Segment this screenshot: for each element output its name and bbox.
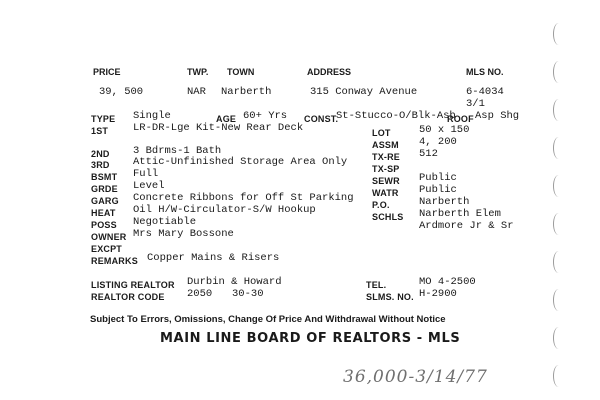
binder-hole [553,327,564,349]
tax-sp-label: TX-SP [372,164,400,174]
sewer-label: SEWR [372,176,400,186]
type-label: TYPE [91,114,116,124]
binder-hole [553,61,564,83]
address-label: ADDRESS [307,67,352,77]
age-value: 60+ Yrs [243,110,288,122]
second-floor-value: 3 Bdrms-1 Bath [133,145,222,157]
garage-label: GARG [91,196,119,206]
basement-value: Full [133,168,159,180]
schools-label: SCHLS [372,212,404,222]
third-floor-value: Attic-Unfinished Storage Area Only [133,156,348,168]
salesman-number-value: H-2900 [419,288,457,300]
water-value: Public [419,184,457,196]
salesman-number-label: SLMS. NO. [366,292,414,302]
mls-label: MLS NO. [466,67,504,77]
twp-label: TWP. [187,67,209,77]
const-label: CONST. [304,114,339,124]
assessment-label: ASSM [372,140,399,150]
binder-hole [553,137,564,159]
tel-label: TEL. [366,280,387,290]
sewer-value: Public [419,172,457,184]
binder-hole [553,251,564,273]
post-office-label: P.O. [372,200,390,210]
first-floor-label: 1ST [91,126,109,136]
assessment-value: 4, 200 [419,136,457,148]
binder-hole [553,289,564,311]
address-value: 315 Conway Avenue [310,86,418,98]
water-label: WATR [372,188,399,198]
binder-hole [553,23,564,45]
remarks-label: REMARKS [91,256,138,266]
remarks-value: Copper Mains & Risers [147,252,280,264]
binder-hole [553,99,564,121]
exception-label: EXCPT [91,244,123,254]
binder-hole [553,175,564,197]
handwritten-note: 36,000-3/14/77 [343,367,488,387]
basement-label: BSMT [91,172,118,182]
third-floor-label: 3RD [91,160,110,170]
lot-value: 50 x 150 [419,124,470,136]
tel-value: MO 4-2500 [419,276,476,288]
schools-value-2: Ardmore Jr & Sr [419,220,514,232]
price-label: PRICE [93,67,121,77]
binder-hole [553,213,564,235]
tax-re-value: 512 [419,148,438,160]
heat-value: Oil H/W-Circulator-S/W Hookup [133,204,316,216]
second-floor-label: 2ND [91,149,110,159]
roof-label: ROOF [447,114,474,124]
board-name: MAIN LINE BOARD OF REALTORS - MLS [160,331,461,346]
heat-label: HEAT [91,208,116,218]
lot-label: LOT [372,128,391,138]
post-office-value: Narberth [419,196,470,208]
const-value: St-Stucco-O/Blk-Asb [336,110,456,122]
grade-label: GRDE [91,184,118,194]
possession-label: POSS [91,220,117,230]
realtor-code-label: REALTOR CODE [91,292,165,302]
tax-re-label: TX-RE [372,152,400,162]
mls-number: 6-4034 [466,86,504,98]
listing-realtor-label: LISTING REALTOR [91,280,175,290]
schools-value-1: Narberth Elem [419,208,501,220]
mls-sub: 3/1 [466,98,485,110]
age-label: AGE [216,114,237,124]
owner-label: OWNER [91,232,127,242]
garage-value: Concrete Ribbons for Off St Parking [133,192,354,204]
type-value: Single [133,110,171,122]
realtor-code-value-1: 2050 [187,288,213,300]
owner-value: Mrs Mary Bossone [133,228,234,240]
binder-hole [553,365,564,387]
roof-value: Asp Shg [475,110,520,122]
possession-value: Negotiable [133,216,197,228]
twp-value: NAR [187,86,206,98]
first-floor-value: LR-DR-Lge Kit-New Rear Deck [133,122,304,134]
price-value: 39, 500 [99,86,144,98]
grade-value: Level [133,180,165,192]
realtor-code-value-2: 30-30 [232,288,264,300]
listing-realtor-value: Durbin & Howard [187,276,282,288]
disclaimer: Subject To Errors, Omissions, Change Of Price And Withdrawal Without Notice [90,314,446,325]
town-value: Narberth [221,86,272,98]
town-label: TOWN [227,67,255,77]
